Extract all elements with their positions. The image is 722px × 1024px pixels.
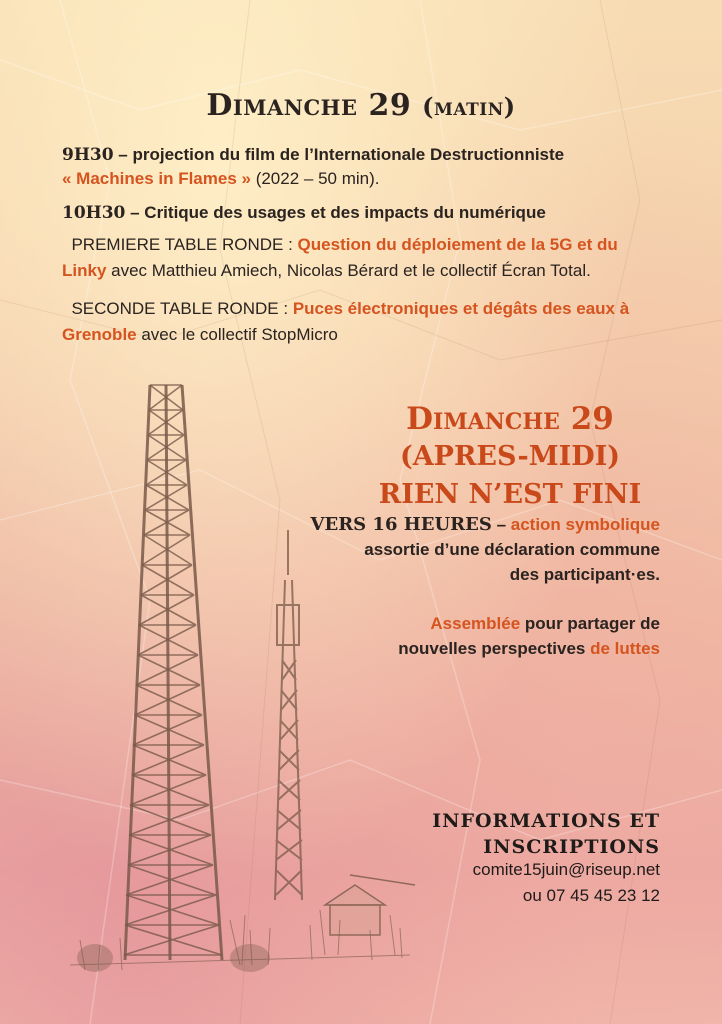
assembly-text: pour partager de [520, 614, 660, 633]
film-meta: (2022 – 50 min). [250, 169, 380, 188]
table2-topic-grenoble: Grenoble [62, 325, 137, 344]
table2-speakers: avec le collectif StopMicro [136, 325, 338, 344]
dash: – [491, 515, 511, 534]
action-line3: des participant·es. [509, 565, 660, 584]
afternoon-title-day: Dimanche 29 [406, 401, 614, 437]
time-10h30: 10H30 [62, 203, 126, 223]
morning-title-small: (matin) [422, 92, 516, 121]
table1-topic: Question du déploiement de la 5G et du [297, 235, 618, 254]
critique-text: – Critique des usages et des impacts du numérique [125, 203, 546, 222]
table1-topic-linky: Linky [62, 261, 107, 280]
table1-label: PREMIERE TABLE RONDE : [71, 235, 298, 254]
table1-speakers: avec Matthieu Amiech, Nicolas Bérard et le collectif Écran Total. [106, 261, 591, 280]
time-9h30: 9H30 [62, 145, 114, 165]
contact-phone[interactable]: ou 07 45 45 23 12 [522, 886, 660, 905]
projection-text: – projection du film de l’Internationale Destructionniste [113, 145, 565, 164]
afternoon-title-period: (APRES-MIDI) [399, 441, 621, 472]
afternoon-assembly [398, 611, 660, 661]
info-title [432, 808, 660, 860]
table-ronde-2 [62, 296, 662, 348]
table2-label: SECONDE TABLE RONDE : [71, 299, 293, 318]
info-title-l1: INFORMATIONS ET [432, 810, 660, 832]
morning-title-main: Dimanche 29 [206, 88, 412, 123]
info-title-l2: INSCRIPTIONS [483, 836, 660, 858]
item-projection [62, 143, 682, 191]
assembly-label: Assemblée [430, 614, 521, 633]
morning-title [0, 88, 722, 123]
time-16h: VERS 16 HEURES [310, 514, 492, 535]
table-ronde-1 [62, 232, 662, 284]
afternoon-title-slogan: RIEN N’EST FINI [378, 479, 642, 510]
perspectives-text: nouvelles perspectives [398, 639, 591, 658]
contact-email[interactable]: comite15juin@riseup.net [472, 860, 660, 879]
table2-topic: Puces électroniques et dégâts des eaux à [292, 299, 630, 318]
item-critique [62, 201, 682, 225]
luttes-label: de luttes [590, 639, 660, 658]
film-title: « Machines in Flames » [62, 169, 251, 188]
action-label: action symbolique [510, 515, 660, 534]
afternoon-title [360, 400, 660, 514]
afternoon-action [311, 512, 660, 587]
action-line2: assortie d’une déclaration commune [364, 540, 660, 559]
